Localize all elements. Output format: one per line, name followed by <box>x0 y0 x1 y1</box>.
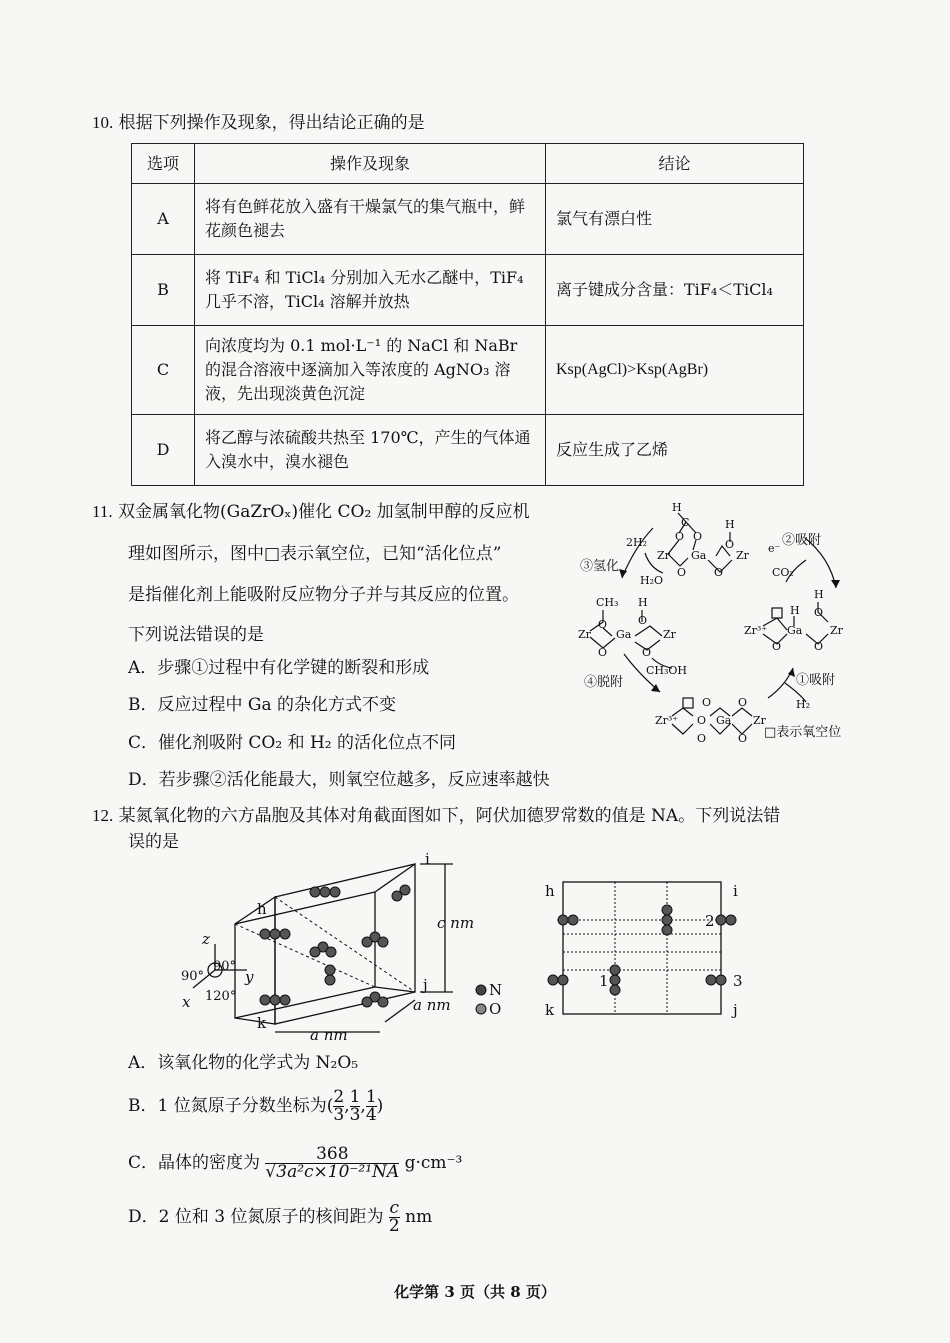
row-operation: 将 TiF₄ 和 TiCl₄ 分别加入无水乙醚中，TiF₄ 几乎不溶，TiCl₄ 溶解并放热 <box>195 255 546 326</box>
distance-fraction <box>389 1200 400 1235</box>
atom-o: O <box>697 732 707 745</box>
hexagonal-cell-figure <box>175 852 515 1047</box>
atom-o: O <box>714 566 724 579</box>
q10-number: 10. <box>92 113 114 132</box>
density-num: 368 <box>265 1146 399 1164</box>
atom-h: H <box>814 588 824 601</box>
q11-option-b: B．反应过程中 Ga 的杂化方式不变 <box>128 695 397 715</box>
atom-zr3: Zr³⁺ <box>744 624 768 637</box>
step-2-label: ②吸附 <box>782 533 822 548</box>
atom-h: H <box>638 596 648 609</box>
atom-o: O <box>598 646 608 659</box>
distance-num: c <box>389 1198 400 1218</box>
table-row <box>132 184 804 255</box>
atom-h: H <box>790 604 800 617</box>
option-c-text: C．晶体的密度为 <box>128 1153 261 1173</box>
table-row <box>132 326 804 415</box>
atom-ga: Ga <box>787 624 803 637</box>
row-option: A <box>132 184 195 255</box>
fraction <box>333 1089 344 1124</box>
atom-o: O <box>814 606 824 619</box>
atom-zr: Zr <box>578 628 591 641</box>
atom-o: O <box>638 614 648 627</box>
label-a-nm2: a nm <box>413 996 451 1014</box>
angle-120: 120° <box>205 989 237 1004</box>
q11-stem-line4: 下列说法错误的是 <box>128 625 264 645</box>
reagent-h2: H₂ <box>796 698 811 711</box>
electron-label: e⁻ <box>768 542 781 555</box>
fraction <box>366 1089 377 1124</box>
atom-zr: Zr <box>753 714 766 727</box>
step-1-label: ①吸附 <box>796 673 836 688</box>
distance-unit: nm <box>405 1207 433 1227</box>
fraction-num: 1 <box>349 1087 361 1107</box>
vertex-h: h <box>257 900 267 918</box>
row-operation: 向浓度均为 0.1 mol·L⁻¹ 的 NaCl 和 NaBr 的混合溶液中逐滴加入等浓度的 AgNO₃ 溶液，先出现淡黄色沉淀 <box>195 326 546 415</box>
atom-zr: Zr <box>830 624 843 637</box>
q11-stem-text1: 双金属氧化物(GaZrOₓ)催化 CO₂ 加氢制甲醇的反应机 <box>118 502 530 522</box>
legend-o-dot <box>476 1004 486 1014</box>
atom-o: O <box>738 732 748 745</box>
atom-o: O <box>693 530 703 543</box>
axis-z: z <box>202 930 210 948</box>
fraction-den: 3 <box>349 1105 361 1125</box>
legend-n-dot <box>476 985 486 995</box>
row-option: B <box>132 255 195 326</box>
angle-90b: 90° <box>213 959 237 974</box>
atom-zr: Zr <box>663 628 676 641</box>
option-b-close: ) <box>376 1096 384 1116</box>
angle-90a: 90° <box>181 969 205 984</box>
atom-o: O <box>738 696 748 709</box>
fraction-den: 3 <box>333 1105 345 1125</box>
density-fraction <box>265 1146 399 1181</box>
atom-o: O <box>598 618 608 631</box>
atom-o: O <box>675 530 685 543</box>
label-c-nm: c nm <box>437 914 475 932</box>
distance-den: 2 <box>388 1216 400 1236</box>
row-conclusion: Ksp(AgCl)>Ksp(AgBr) <box>546 326 804 415</box>
step-4-label: ④脱附 <box>584 675 624 690</box>
group-ch3: CH₃ <box>596 596 619 609</box>
density-den: √3a²c×10⁻²¹NA <box>265 1162 400 1182</box>
table-row <box>132 415 804 486</box>
position-2: 2 <box>705 912 715 930</box>
atom-ga: Ga <box>691 549 707 562</box>
atom-ga: Ga <box>616 628 632 641</box>
product-h2o: H₂O <box>640 574 664 587</box>
vacancy-legend: □表示氧空位 <box>764 725 842 740</box>
page-footer: 化学第 3 页（共 8 页） <box>394 1283 556 1301</box>
axis-y: y <box>245 968 254 986</box>
header-operation: 操作及现象 <box>195 144 546 184</box>
q11-number: 11. <box>92 502 113 521</box>
cross-section-figure <box>535 872 760 1022</box>
option-b-text: B．1 位氮原子分数坐标为( <box>128 1096 334 1116</box>
section-vertex-k: k <box>545 1001 555 1019</box>
q11-stem-line1 <box>92 500 530 524</box>
step-3-label: ③氢化 <box>580 559 620 574</box>
atom-o: O <box>697 714 707 727</box>
q11-option-c: C．催化剂吸附 CO₂ 和 H₂ 的活化位点不同 <box>128 733 457 753</box>
catalytic-cycle-diagram <box>560 498 870 748</box>
q12-option-c <box>128 1146 462 1181</box>
section-vertex-h: h <box>545 882 555 900</box>
fraction-den: 4 <box>365 1105 377 1125</box>
fraction-num: 1 <box>365 1087 377 1107</box>
q12-stem-line1 <box>92 804 780 828</box>
axis-x: x <box>182 993 191 1011</box>
row-conclusion: 离子键成分含量：TiF₄＜TiCl₄ <box>546 255 804 326</box>
atom-zr3: Zr³⁺ <box>655 714 679 727</box>
label-a-nm: a nm <box>310 1026 348 1044</box>
option-d-text: D．2 位和 3 位氮原子的核间距为 <box>128 1207 384 1227</box>
q10-stem-text: 根据下列操作及现象，得出结论正确的是 <box>118 113 425 133</box>
row-option: D <box>132 415 195 486</box>
table-header-row <box>132 144 804 184</box>
atom-zr: Zr <box>657 549 670 562</box>
atom-o: O <box>772 640 782 653</box>
atom-zr: Zr <box>736 549 749 562</box>
q11-option-d: D．若步骤②活化能最大，则氧空位越多，反应速率越快 <box>128 770 550 790</box>
vertex-i: i <box>425 852 430 868</box>
atom-o: O <box>677 566 687 579</box>
q11-stem-line2: 理如图所示，图中□表示氧空位，已知“活化位点” <box>128 544 502 564</box>
q12-stem-line2: 误的是 <box>128 832 179 852</box>
atom-o: O <box>814 640 824 653</box>
legend-o: O <box>489 1000 502 1018</box>
reagent-2h2: 2H₂ <box>626 536 648 549</box>
product-ch3oh: CH₃OH <box>646 664 688 677</box>
row-option: C <box>132 326 195 415</box>
header-option: 选项 <box>132 144 195 184</box>
vertex-k: k <box>257 1014 267 1032</box>
reagent-co2: CO₂ <box>772 566 794 579</box>
table-row <box>132 255 804 326</box>
q11-option-a: A．步骤①过程中有化学键的断裂和形成 <box>128 658 430 678</box>
q10-stem <box>92 111 425 135</box>
fraction-num: 2 <box>333 1087 345 1107</box>
q12-stem-text1: 某氮氧化物的六方晶胞及其体对角截面图如下，阿伏加德罗常数的值是 NA。下列说法错 <box>118 806 781 826</box>
atom-o: O <box>725 538 735 551</box>
header-conclusion: 结论 <box>546 144 804 184</box>
position-3: 3 <box>733 972 743 990</box>
q12-number: 12. <box>92 806 114 825</box>
atom-h: H <box>672 501 682 514</box>
row-operation: 将乙醇与浓硫酸共热至 170℃，产生的气体通入溴水中，溴水褪色 <box>195 415 546 486</box>
atom-ga: Ga <box>716 714 732 727</box>
section-vertex-j: j <box>733 1001 738 1019</box>
atom-h: H <box>725 518 735 531</box>
legend-n: N <box>489 981 503 999</box>
atom-o: O <box>702 696 712 709</box>
density-unit: g·cm⁻³ <box>404 1153 463 1173</box>
section-vertex-i: i <box>733 882 738 900</box>
q10-table <box>131 143 804 486</box>
q12-option-d <box>128 1200 432 1235</box>
fraction <box>350 1089 361 1124</box>
row-conclusion: 反应生成了乙烯 <box>546 415 804 486</box>
q11-stem-line3: 是指催化剂上能吸附反应物分子并与其反应的位置。 <box>128 585 519 605</box>
position-1: 1 <box>599 972 609 990</box>
q12-option-b: B．1 位氮原子分数坐标为( $\frac{2}{3}$ , $\frac{1}{3}$ , $\frac{1}{4}$ ) <box>128 1087 384 1125</box>
q12-option-a: A．该氧化物的化学式为 N₂O₅ <box>128 1053 359 1073</box>
atom-c: C <box>681 516 690 529</box>
row-operation: 将有色鲜花放入盛有干燥氯气的集气瓶中，鲜花颜色褪去 <box>195 184 546 255</box>
vertex-j: j <box>423 976 428 994</box>
atom-o: O <box>642 646 652 659</box>
row-conclusion: 氯气有漂白性 <box>546 184 804 255</box>
